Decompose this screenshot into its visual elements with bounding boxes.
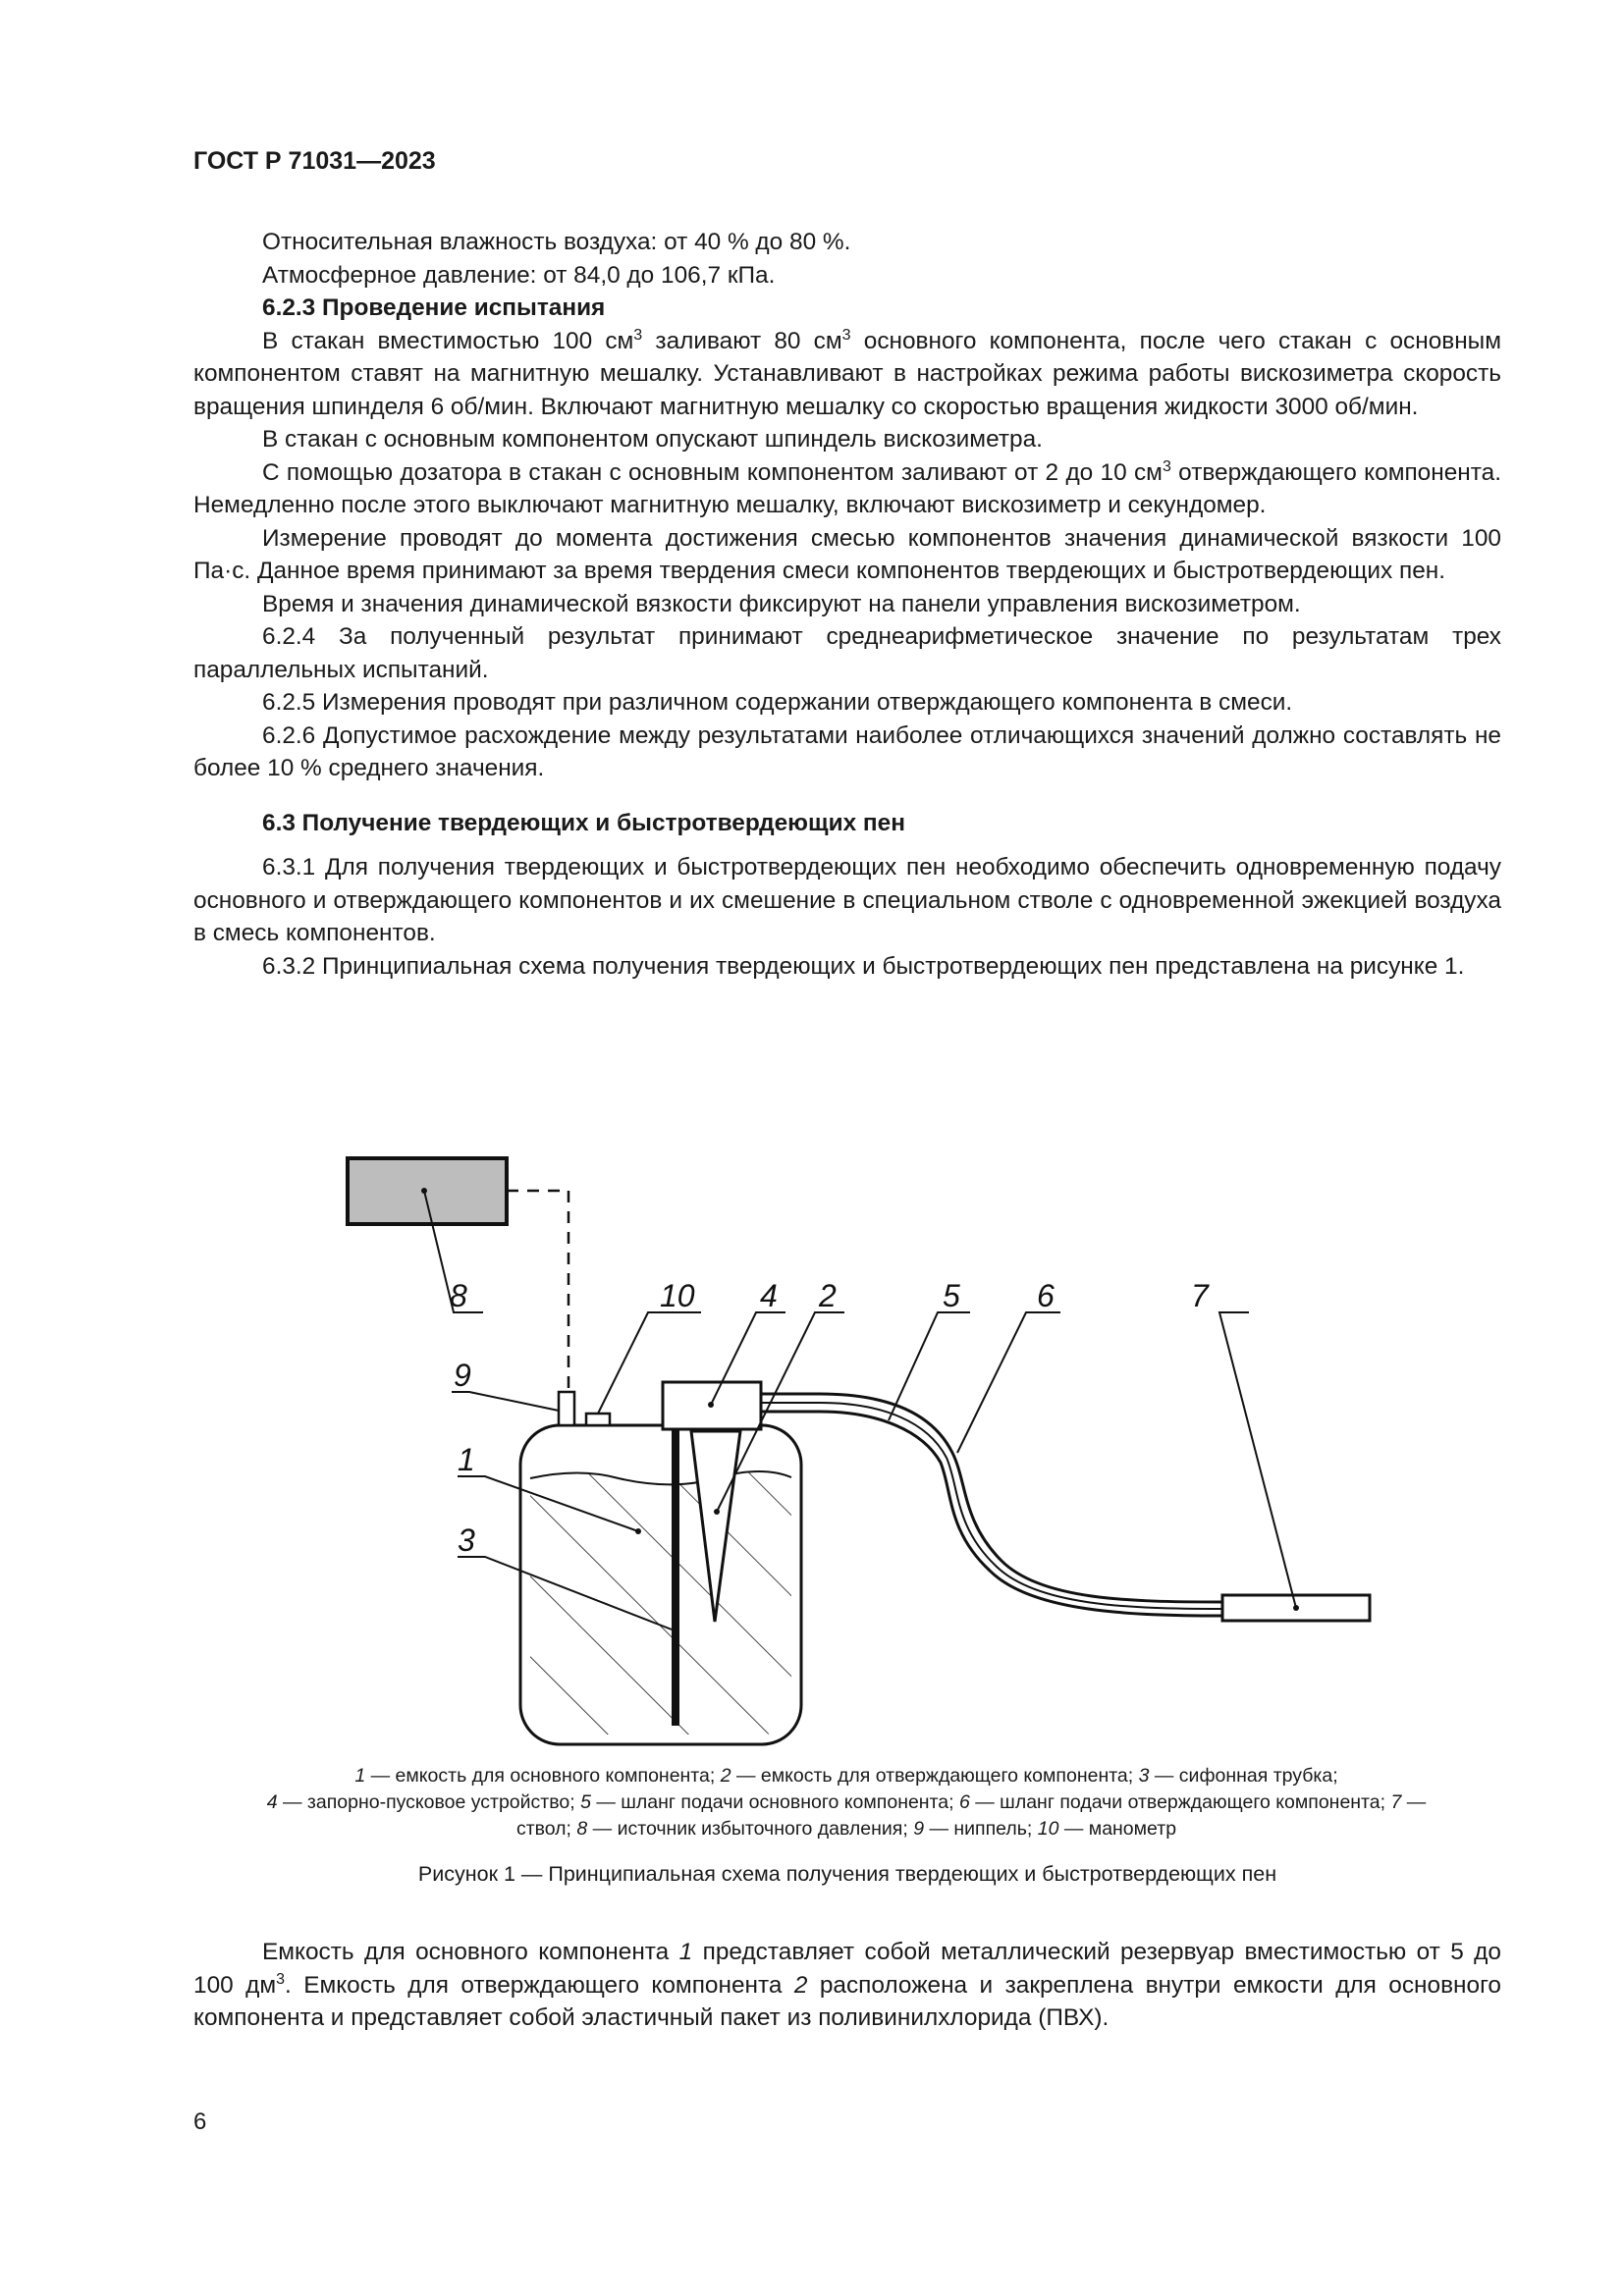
superscript: 3 (633, 326, 643, 344)
section-heading-6-2-3: 6.2.3 Проведение испытания (262, 294, 606, 321)
manometer (586, 1414, 610, 1425)
pressure-line-dashed (507, 1191, 568, 1392)
callout-5: 5 (943, 1278, 960, 1313)
paragraph-6-2-3-4: Измерение проводят до момента достижения смесью компонентов значения динамической вязкости 100 Па·с. Данное время принимают за время твердения смеси компонентов твердеющих и быстротвердеющих пен. (193, 524, 1501, 584)
text-span: основного компонента, после чего стакан с основным компонентом ставят на магнитную мешалку. Устанавливают в настройках режима работы вискозиметра скорость вращения шпинделя 6 об/мин. Включают магнитную мешалку со скоростью вращения жидкости 3000 об/мин. (193, 327, 1501, 420)
paragraph-6-2-3-2: В стакан с основным компонентом опускают шпиндель вискозиметра. (262, 426, 1043, 453)
nipple (559, 1392, 574, 1425)
legend-text: — шланг подачи отверждающего компонента; (969, 1791, 1391, 1813)
legend-num: 5 (580, 1791, 591, 1813)
legend-text: — ниппель; (924, 1818, 1038, 1840)
callout-2: 2 (819, 1278, 837, 1313)
hose-inner-line (761, 1403, 1222, 1609)
pressure-source-box (348, 1158, 507, 1224)
legend-num: 7 (1390, 1791, 1402, 1813)
superscript: 3 (841, 326, 851, 344)
callout-4: 4 (760, 1278, 778, 1313)
page-number: 6 (193, 2109, 207, 2135)
legend-text: — шланг подачи основного компонента; (590, 1791, 959, 1813)
legend-text: — источник избыточного давления; (587, 1818, 914, 1840)
after-figure-text (193, 1936, 1501, 2035)
text-span: заливают 80 см (642, 327, 842, 354)
leader-7 (1219, 1312, 1296, 1608)
callout-9: 9 (454, 1358, 471, 1393)
callout-6: 6 (1037, 1278, 1055, 1313)
text-span: отверждающего компонента. Немедленно после этого выключают магнитную мешалку, включают вискозиметр и секундомер. (193, 458, 1501, 518)
legend-num: 9 (913, 1818, 925, 1840)
legend-num: 6 (958, 1791, 970, 1813)
paragraph-6-2-3-1 (193, 325, 1501, 424)
legend-num: 2 (720, 1765, 731, 1787)
leader-1-dot (635, 1528, 641, 1534)
superscript: 3 (276, 1970, 286, 1988)
section-heading-6-3: 6.3 Получение твердеющих и быстротвердеющих пен (262, 809, 905, 836)
clause-6-2-4: 6.2.4 За полученный результат принимают среднеарифметическое значение по результатам трех параллельных испытаний. (193, 623, 1501, 683)
pressure-line: Атмосферное давление: от 84,0 до 106,7 кПа. (262, 261, 776, 289)
superscript: 3 (1162, 457, 1171, 475)
liquid-area (530, 1471, 791, 1735)
tank-description-paragraph (193, 1936, 1501, 2035)
legend-text: — запорно-пусковое устройство; (277, 1791, 581, 1813)
clause-6-2-6: 6.2.6 Допустимое расхождение между результатами наиболее отличающихся значений должно составлять не более 10 % среднего значения. (193, 721, 1501, 781)
figure-caption: Рисунок 1 — Принципиальная схема получения твердеющих и быстротвердеющих пен (417, 1862, 1277, 1886)
text-span: С помощью дозатора в стакан с основным компонентом заливают от 2 до 10 см (262, 458, 1163, 486)
text-span: расположена и закреплена внутри емкости для основного компонента и представляет собой эластичный пакет из поливинилхлорида (ПВХ). (193, 1971, 1501, 2031)
clause-6-3-1: 6.3.1 Для получения твердеющих и быстротвердеющих пен необходимо обеспечить одновременную подачу основного и отверждающего компонентов и их смешение в специальном стволе с одновременной эжекцией воздуха в смесь компонентов. (193, 854, 1501, 946)
legend-num: 10 (1037, 1818, 1059, 1840)
hose-hardener-component (761, 1412, 1222, 1616)
legend-num: 8 (576, 1818, 588, 1840)
humidity-line: Относительная влажность воздуха: от 40 % до 80 %. (262, 229, 851, 255)
figure-legend (257, 1763, 1435, 1842)
text-span: . Емкость для отверждающего компонента (285, 1971, 794, 1999)
clause-6-3-2: 6.3.2 Принципиальная схема получения твердеющих и быстротвердеющих пен представлена на рисунке 1. (262, 952, 1465, 980)
leader-5 (889, 1312, 970, 1420)
callout-3: 3 (458, 1522, 475, 1558)
leader-9 (452, 1392, 559, 1411)
paragraph-6-2-3-5: Время и значения динамической вязкости фиксируют на панели управления вискозиметром. (262, 590, 1301, 617)
body-text (193, 226, 1501, 983)
figure-1-schematic (334, 1139, 1384, 1757)
text-span: В стакан вместимостью 100 см (262, 327, 634, 354)
legend-text: — емкость для отверждающего компонента; (731, 1765, 1139, 1787)
paragraph-6-2-3-3 (193, 456, 1501, 522)
legend-text: — манометр (1058, 1818, 1177, 1840)
callout-10: 10 (660, 1278, 695, 1313)
document-header: ГОСТ Р 71031—2023 (193, 147, 436, 175)
siphon-tube (672, 1429, 679, 1726)
callout-1: 1 (458, 1442, 475, 1477)
legend-text: — ствол; (515, 1791, 1427, 1840)
callout-7: 7 (1191, 1278, 1209, 1313)
leader-6 (957, 1312, 1060, 1453)
clause-6-2-5: 6.2.5 Измерения проводят при различном содержании отверждающего компонента в смеси. (262, 689, 1293, 716)
legend-num: 3 (1138, 1765, 1150, 1787)
text-span: представляет собой металлический резервуар вместимостью от 5 до 100 дм (193, 1939, 1501, 1999)
legend-text: — емкость для основного компонента; (365, 1765, 721, 1787)
italic-ref: 1 (678, 1939, 693, 1965)
legend-text: — сифонная трубка; (1149, 1765, 1338, 1787)
legend-num: 4 (266, 1791, 278, 1813)
legend-num: 1 (354, 1765, 366, 1787)
italic-ref: 2 (793, 1971, 808, 1999)
text-span: Емкость для основного компонента (262, 1939, 679, 1965)
callout-8: 8 (450, 1278, 467, 1313)
